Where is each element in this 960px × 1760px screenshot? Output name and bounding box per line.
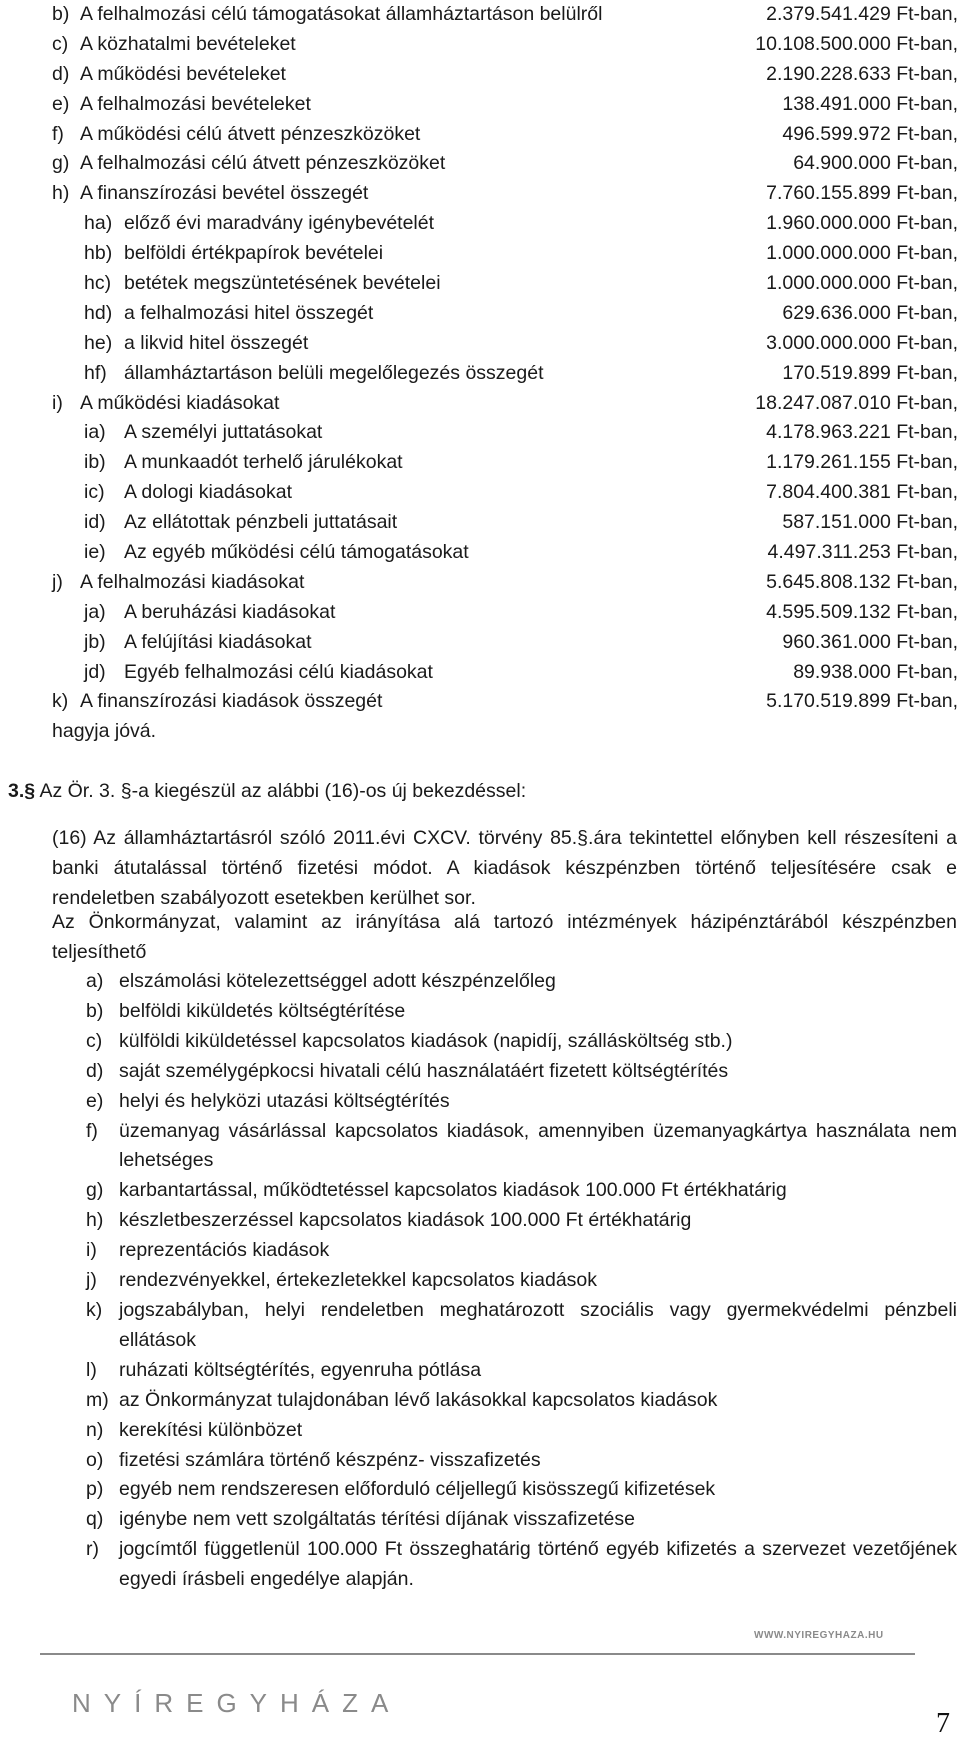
amount-label [84,299,373,329]
list-marker: r) [86,1538,99,1561]
list-item-text: saját személygépkocsi hivatali célú használatáért fizetett költségtérítés [119,1059,729,1082]
amount-row [52,628,958,658]
amount-text: belföldi értékpapírok bevételei [124,242,384,265]
amount-value: 64.900.000 Ft-ban, [793,152,958,175]
amount-label [84,598,335,628]
list-item-text: üzemanyag vásárlással kapcsolatos kiadások, amennyiben üzemanyagkártya használata nem lehetséges [119,1119,957,1172]
list-marker: l) [86,1358,97,1381]
list-marker: a) [86,970,104,992]
list-marker: e) [86,1089,104,1112]
amount-marker: b) [52,3,70,25]
amount-label [84,478,292,508]
amount-marker: hc) [84,272,112,295]
paragraph-16 [52,823,957,913]
amount-marker: f) [52,122,64,145]
list-item-text: jogszabályban, helyi rendeletben meghatározott szociális vagy gyermekvédelmi pénzbeli ellátások [119,1298,957,1351]
amount-row [52,299,958,329]
list-marker: o) [86,1448,104,1471]
amount-value: 496.599.972 Ft-ban, [782,122,958,145]
section-text: Az Ör. 3. §-a kiegészül az alábbi (16)-os új bekezdéssel: [39,780,527,802]
amount-value: 138.491.000 Ft-ban, [782,92,958,115]
amount-text: Egyéb felhalmozási célú kiadásokat [124,660,433,683]
amount-value: 3.000.000.000 Ft-ban, [766,331,958,354]
amount-marker: he) [84,331,113,354]
amount-value: 1.000.000.000 Ft-ban, [766,242,958,265]
list-item [86,1027,957,1057]
amount-label [52,60,286,90]
approve-text: hagyja jóvá. [52,720,157,742]
amount-row [52,538,958,568]
section-number: 3.§ [8,780,36,802]
list-marker: p) [86,1478,104,1501]
list-item-text: reprezentációs kiadások [119,1239,330,1262]
footer-divider [40,1653,915,1655]
amount-marker: c) [52,32,69,55]
amount-marker: ic) [84,481,105,504]
amount-text: A dologi kiadásokat [124,481,293,504]
list-item [86,1176,957,1206]
list-item [86,1416,957,1446]
amount-row [52,418,958,448]
amount-label [52,0,602,30]
amount-value: 5.645.808.132 Ft-ban, [766,570,958,593]
list-item [86,1087,957,1117]
list-item [86,1206,957,1236]
amount-marker: k) [52,690,69,713]
list-item [86,1446,957,1476]
amount-row [52,359,958,389]
amount-label [52,90,311,120]
amount-text: A működési bevételeket [80,62,286,85]
amount-marker: ja) [84,600,106,623]
list-item-text: igénybe nem vett szolgáltatás térítési díjának visszafizetése [119,1508,635,1531]
list-item [86,1475,957,1505]
amount-label [84,359,544,389]
amount-value: 10.108.500.000 Ft-ban, [755,32,958,55]
amount-text: Az egyéb működési célú támogatásokat [124,541,469,564]
amount-value: 18.247.087.010 Ft-ban, [755,391,958,414]
list-item-text: rendezvényekkel, értekezletekkel kapcsolatos kiadások [119,1269,598,1292]
list-marker: f) [86,1119,98,1142]
amount-row [52,90,958,120]
amount-row [52,0,958,30]
amount-label [52,179,368,209]
amount-value: 4.178.963.221 Ft-ban, [766,421,958,444]
amount-label [52,568,304,598]
list-item [86,1356,957,1386]
list-marker: b) [86,999,104,1022]
amount-text: A felhalmozási bevételeket [80,92,311,115]
amount-label [84,239,383,269]
amount-label [52,687,382,717]
amount-row [52,120,958,150]
amount-value: 4.497.311.253 Ft-ban, [767,541,958,564]
paragraph-16-text: (16) Az államháztartásról szóló 2011.évi CXCV. törvény 85.§.ára tekintettel előnyben kell részesíteni a banki átutalással történő fizetési módot. A kiadások készpénzben történő teljesítésére csak e rendeletben szabályozott esetekben kerülhet sor. [52,827,957,909]
amount-text: A felhalmozási célú átvett pénzeszközöket [80,152,446,175]
amount-text: A munkaadót terhelő járulékokat [124,451,403,474]
amount-row [52,269,958,299]
list-marker: h) [86,1209,104,1232]
city-logo-text: NYÍREGYHÁZA [72,1688,402,1718]
amount-marker: e) [52,92,70,115]
page-number: 7 [936,1708,950,1739]
amount-marker: ie) [84,541,106,564]
amount-label [84,538,469,568]
list-marker: q) [86,1508,104,1531]
amount-marker: g) [52,152,70,175]
amount-row [52,658,958,688]
list-item [86,1266,957,1296]
amount-marker: h) [52,182,70,205]
amount-value: 170.519.899 Ft-ban, [782,361,958,384]
amount-row [52,508,958,538]
amount-marker: ia) [84,421,106,444]
list-item-text: kerekítési különbözet [119,1418,303,1441]
amount-text: A működési célú átvett pénzeszközöket [80,122,421,145]
amount-row [52,30,958,60]
list-item [86,1296,957,1356]
amount-value: 5.170.519.899 Ft-ban, [766,690,958,713]
budget-amount-list [52,0,958,717]
amount-text: A működési kiadásokat [80,391,280,414]
amount-label [52,149,445,179]
list-marker: g) [86,1179,104,1202]
list-marker: j) [86,1269,97,1292]
amount-text: a felhalmozási hitel összegét [124,301,374,324]
amount-text: A személyi juttatásokat [124,421,323,444]
amount-text: államháztartáson belüli megelőlegezés összegét [124,361,544,384]
amount-label [52,120,420,150]
amount-marker: jb) [84,630,106,653]
amount-label [84,448,403,478]
amount-value: 1.179.261.155 Ft-ban, [766,451,958,474]
list-item-text: az Önkormányzat tulajdonában lévő lakásokkal kapcsolatos kiadások [119,1388,718,1411]
amount-value: 2.190.228.633 Ft-ban, [766,62,958,85]
list-item [86,997,957,1027]
amount-value: 1.960.000.000 Ft-ban, [766,212,958,235]
amount-marker: hb) [84,242,113,265]
amount-value: 89.938.000 Ft-ban, [793,660,958,683]
amount-label [84,508,397,538]
city-logo [72,1682,412,1720]
paragraph-cash [52,907,957,967]
list-item [86,1386,957,1416]
amount-text: A felhalmozási kiadásokat [80,570,305,593]
list-item-text: készletbeszerzéssel kapcsolatos kiadások 100.000 Ft értékhatárig [119,1209,692,1232]
list-item-text: fizetési számlára történő készpénz- visszafizetés [119,1448,541,1471]
amount-value: 629.636.000 Ft-ban, [782,301,958,324]
list-item-text: belföldi kiküldetés költségtérítése [119,999,406,1022]
list-item [86,1535,957,1595]
amount-marker: ib) [84,451,106,474]
amount-row [52,149,958,179]
amount-label [84,628,312,658]
list-marker: i) [86,1239,97,1262]
list-item-text: jogcímtől függetlenül 100.000 Ft összeghatárig történő egyéb kifizetés a szervezet vezetőjének egyedi írásbeli engedélye alapján. [119,1538,957,1591]
amount-row [52,60,958,90]
amount-label [52,389,279,419]
amount-text: Az ellátottak pénzbeli juttatásait [124,511,398,534]
amount-row [52,448,958,478]
paragraph-cash-text: Az Önkormányzat, valamint az irányítása alá tartozó intézmények házipénztárából készpénzben teljesíthető [52,911,957,963]
amount-label [84,418,322,448]
amount-row [52,179,958,209]
list-marker: m) [86,1388,109,1411]
amount-value: 2.379.541.429 Ft-ban, [766,3,958,25]
amount-text: a likvid hitel összegét [124,331,309,354]
amount-row [52,329,958,359]
list-item-text: külföldi kiküldetéssel kapcsolatos kiadások (napidíj, szállásköltség stb.) [119,1029,733,1052]
section-3-heading [8,776,526,806]
amount-row [52,598,958,628]
amount-text: A finanszírozási kiadások összegét [80,690,383,713]
amount-label [84,269,441,299]
amount-value: 1.000.000.000 Ft-ban, [766,272,958,295]
amount-label [84,329,308,359]
amount-marker: id) [84,511,106,534]
amount-label [84,658,433,688]
amount-text: A finanszírozási bevétel összegét [80,182,369,205]
amount-label [52,30,296,60]
amount-text: A felhalmozási célú támogatásokat államháztartáson belülről [80,3,603,25]
list-item-text: egyéb nem rendszeresen előforduló céljellegű kisösszegű kifizetések [119,1478,716,1501]
amount-row [52,239,958,269]
list-marker: d) [86,1059,104,1082]
list-item-text: ruházati költségtérítés, egyenruha pótlása [119,1358,482,1381]
list-item-text: helyi és helyközi utazási költségtérítés [119,1089,450,1112]
amount-text: A felújítási kiadásokat [124,630,312,653]
list-marker: c) [86,1029,103,1052]
cash-items-list [86,967,957,1595]
amount-marker: jd) [84,660,106,683]
list-item [86,1117,957,1177]
list-item-text: elszámolási kötelezettséggel adott készpénzelőleg [119,970,556,992]
list-item [86,967,957,997]
amount-row [52,568,958,598]
list-marker: n) [86,1418,104,1441]
amount-marker: ha) [84,212,113,235]
amount-text: előző évi maradvány igénybevételét [124,212,435,235]
amount-row [52,209,958,239]
amount-value: 587.151.000 Ft-ban, [782,511,958,534]
list-item [86,1505,957,1535]
amount-value: 960.361.000 Ft-ban, [782,630,958,653]
amount-text: A közhatalmi bevételeket [80,32,296,55]
amount-row [52,687,958,717]
amount-label [84,209,434,239]
amount-text: A beruházási kiadásokat [124,600,336,623]
amount-value: 7.804.400.381 Ft-ban, [766,481,958,504]
amount-text: betétek megszüntetésének bevételei [124,272,441,295]
amount-value: 4.595.509.132 Ft-ban, [766,600,958,623]
amount-marker: hf) [84,361,107,384]
amount-marker: i) [52,391,63,414]
list-item [86,1057,957,1087]
amount-value: 7.760.155.899 Ft-ban, [766,182,958,205]
list-marker: k) [86,1298,103,1321]
amount-marker: j) [52,570,63,593]
footer-url: WWW.NYIREGYHAZA.HU [754,1630,884,1641]
list-item-text: karbantartással, működtetéssel kapcsolatos kiadások 100.000 Ft értékhatárig [119,1179,787,1202]
amount-marker: d) [52,62,70,85]
amount-row [52,478,958,508]
list-item [86,1236,957,1266]
amount-marker: hd) [84,301,113,324]
amount-row [52,389,958,419]
